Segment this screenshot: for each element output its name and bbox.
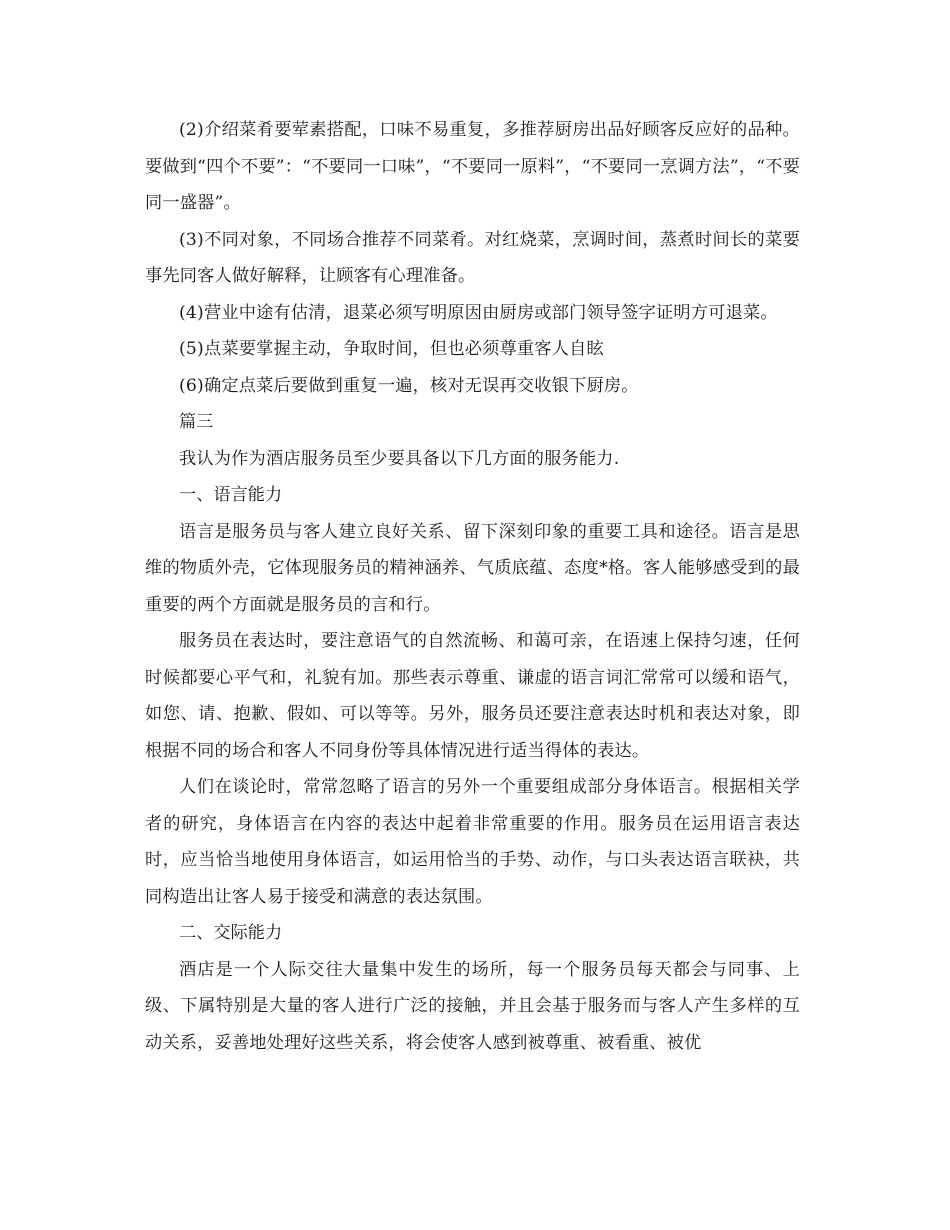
paragraph-intro-abilities: 我认为作为酒店服务员至少要具备以下几方面的服务能力. <box>179 448 620 469</box>
document-page <box>145 112 800 1061</box>
paragraph-communication-hotel: 酒店是一个人际交往大量集中发生的场所，每一个服务员每天都会与同事、上级、下属特别是大量的客人进行广泛的接触，并且会基于服务而与客人产生多样的互动关系，妥善地处理好这些关系，将会使客人感到被尊重、被看重、被优 <box>145 959 800 1053</box>
paragraph-confirm-order: (6)确定点菜后要做到重复一遍，核对无误再交收银下厨房。 <box>179 375 639 396</box>
section-heading-language: 一、语言能力 <box>179 485 283 505</box>
paragraph-language-importance: 语言是服务员与客人建立良好关系、留下深刻印象的重要工具和途径。语言是思维的物质外壳，它体现服务员的精神涵养、气质底蕴、态度*格。客人能够感受到的最重要的两个方面就是服务员的言和行。 <box>145 521 800 615</box>
section-heading-communication: 二、交际能力 <box>179 923 283 943</box>
paragraph-expression-tone: 服务员在表达时，要注意语气的自然流畅、和蔼可亲，在语速上保持匀速，任何时候都要心平气和，礼貌有加。那些表示尊重、谦虚的语言词汇常常可以缓和语气，如您、请、抱歉、假如、可以等等。另外，服务员还要注意表达时机和表达对象，即根据不同的场合和客人不同身份等具体情况进行适当得体的表达。 <box>145 631 800 761</box>
paragraph-different-objects: (3)不同对象，不同场合推荐不同菜肴。对红烧菜，烹调时间，蒸煮时间长的菜要事先同客人做好解释，让顾客有心理准备。 <box>145 229 800 286</box>
paragraph-return-dishes: (4)营业中途有估清，退菜必须写明原因由厨房或部门领导签字证明方可退菜。 <box>179 302 778 323</box>
paragraph-body-language: 人们在谈论时，常常忽略了语言的另外一个重要组成部分身体语言。根据相关学者的研究，身体语言在内容的表达中起着非常重要的作用。服务员在运用语言表达时，应当恰当地使用身体语言，如运用恰当的手势、动作，与口头表达语言联袂，共同构造出让客人易于接受和满意的表达氛围。 <box>145 777 800 907</box>
paragraph-menu-pairing: (2)介绍菜肴要荤素搭配，口味不易重复，多推荐厨房出品好顾客反应好的品种。要做到“四个不要”：“不要同一口味”，“不要同一原料”，“不要同一烹调方法”，“不要同一盛器”。 <box>145 120 800 213</box>
paragraph-take-initiative: (5)点菜要掌握主动，争取时间，但也必须尊重客人自眩 <box>179 339 604 359</box>
section-heading-part-three: 篇三 <box>179 412 214 432</box>
